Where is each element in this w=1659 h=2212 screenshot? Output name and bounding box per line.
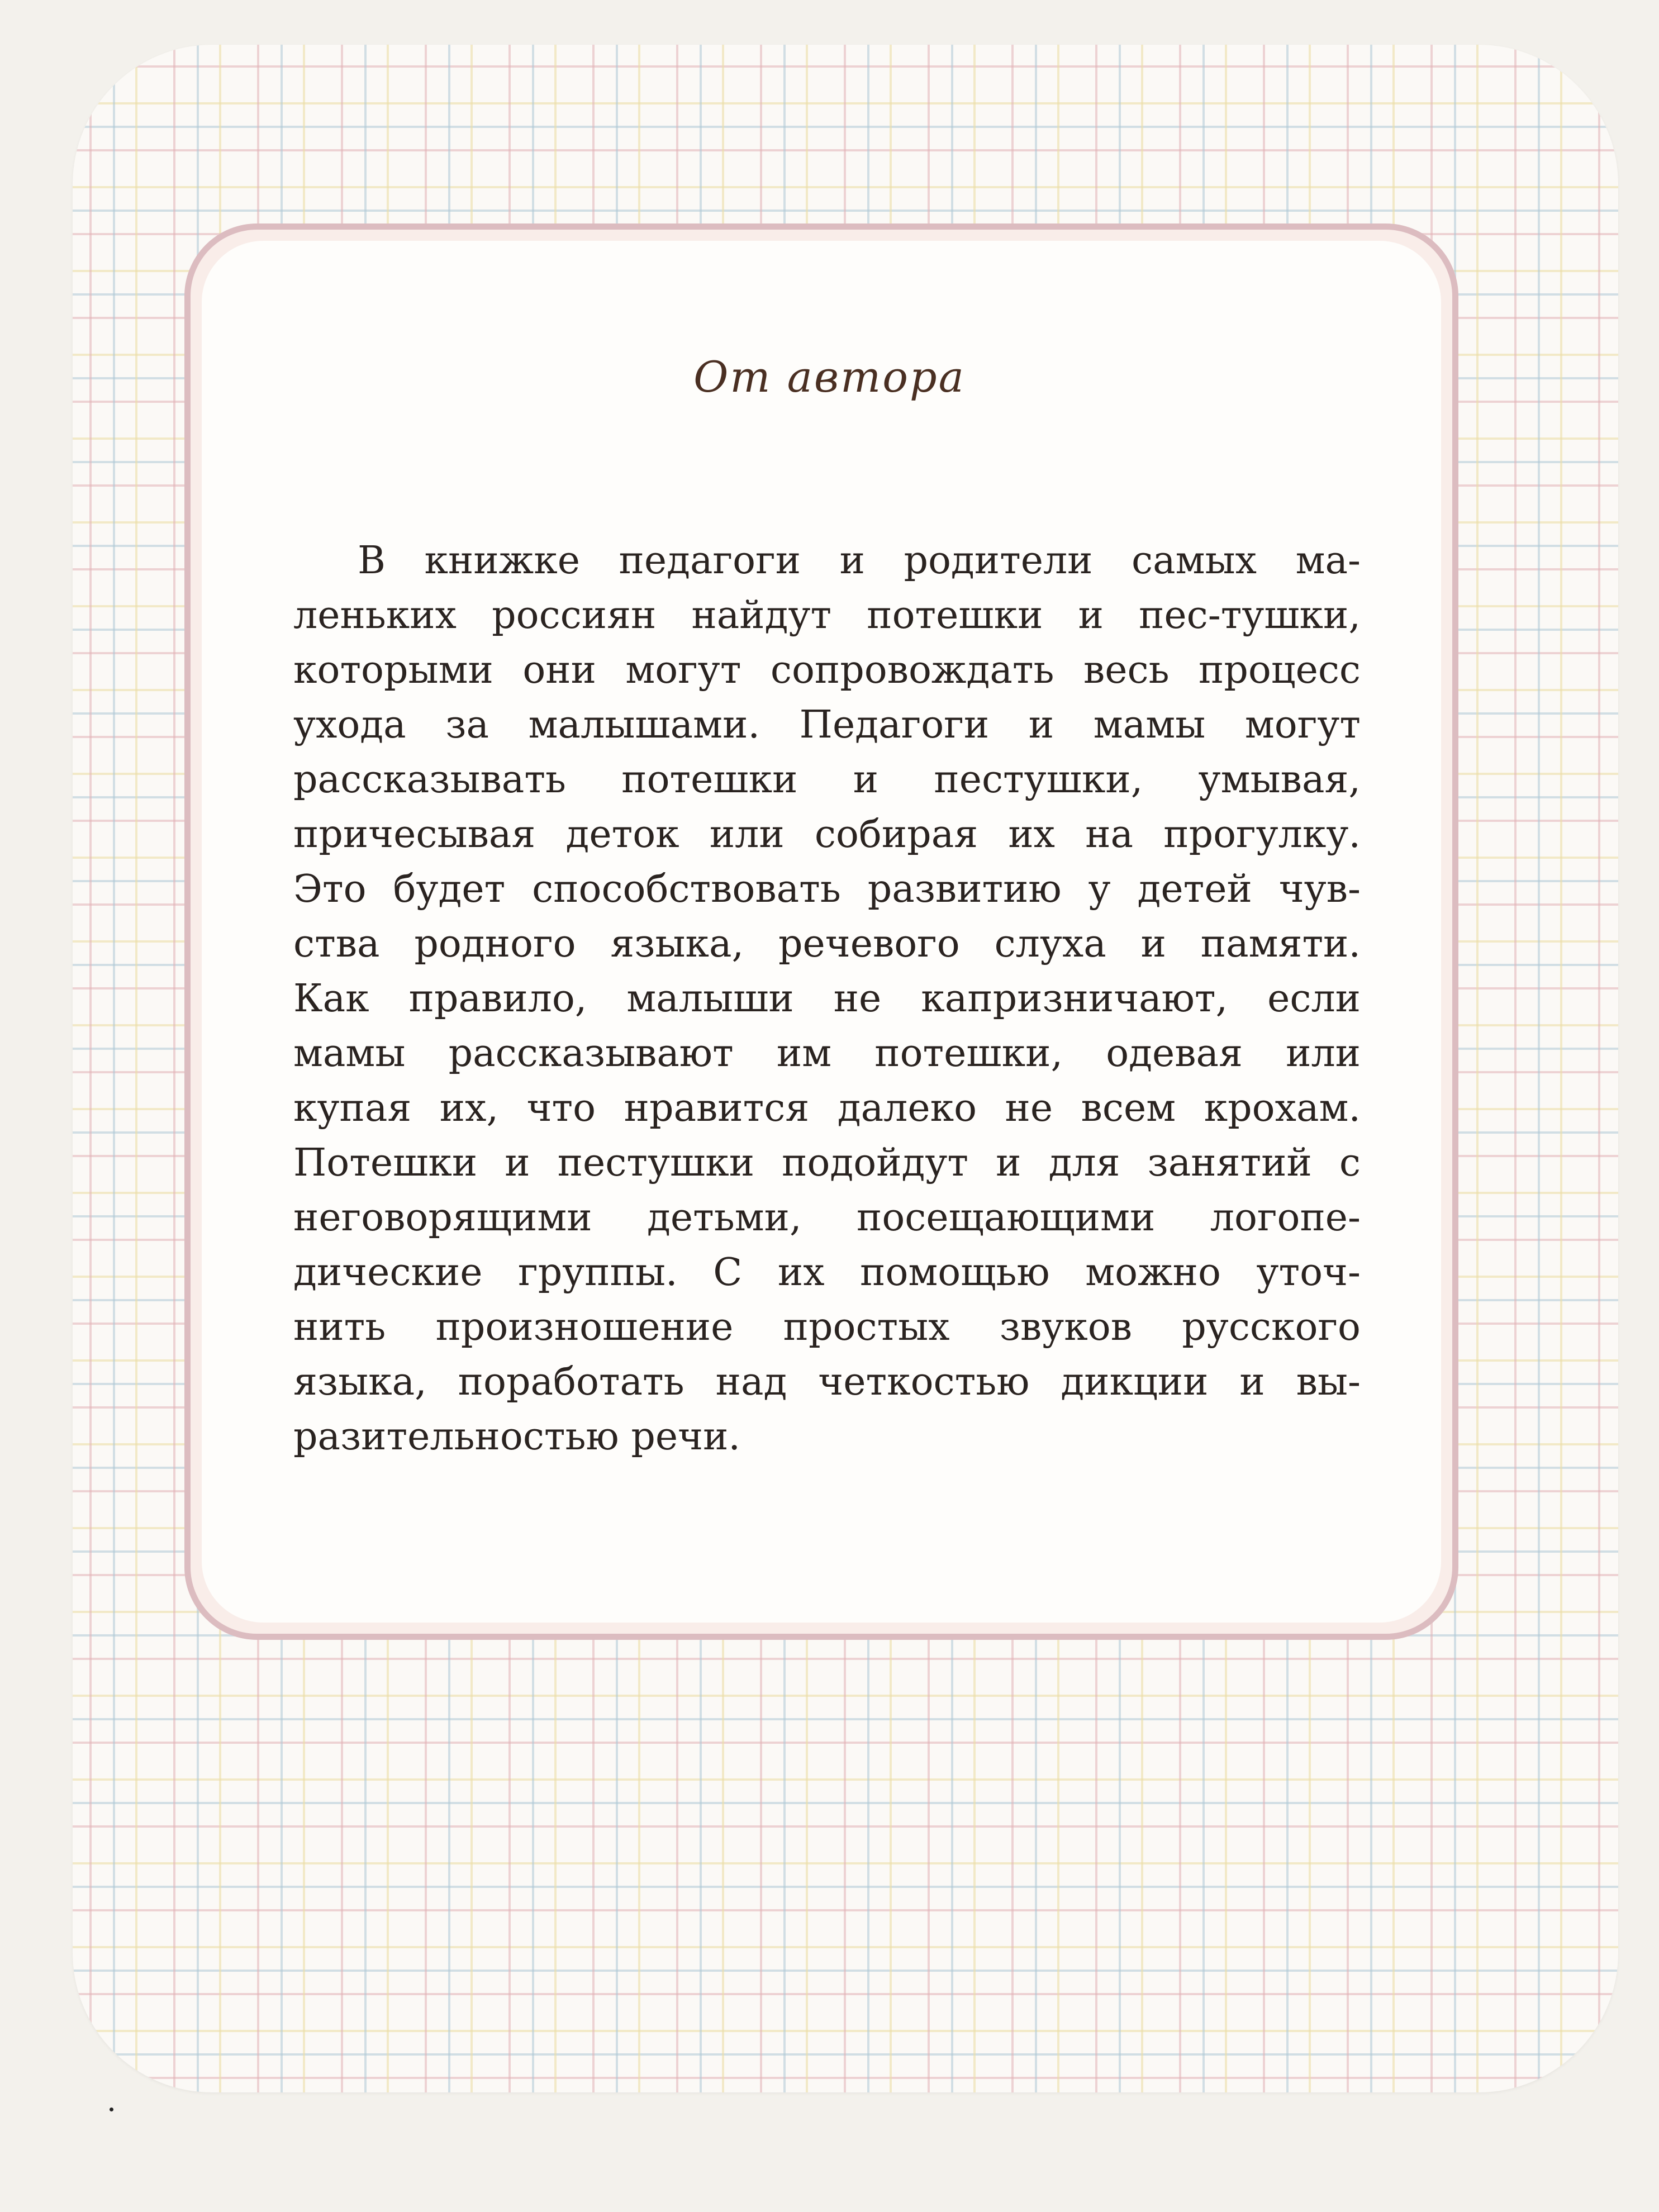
text-line: причесывая деток или собирая их на прогулку. bbox=[293, 812, 1361, 857]
stray-dot bbox=[110, 2108, 113, 2111]
text-line: купая их, что нравится далеко не всем крохам. bbox=[293, 1086, 1361, 1130]
text-line: ухода за малышами. Педагоги и мамы могут bbox=[293, 703, 1361, 747]
text-line: ства родного языка, речевого слуха и памяти. bbox=[293, 922, 1361, 966]
text-line: леньких россиян найдут потешки и пес-тушки, bbox=[293, 593, 1361, 638]
text-line: нить произношение простых звуков русского bbox=[293, 1305, 1361, 1349]
text-line: Потешки и пестушки подойдут и для занятий с bbox=[293, 1141, 1361, 1185]
text-line: дические группы. С их помощью можно уточ- bbox=[293, 1250, 1361, 1295]
text-line: мамы рассказывают им потешки, одевая или bbox=[293, 1031, 1361, 1076]
body-paragraph bbox=[293, 534, 1361, 1464]
text-line: Это будет способствовать развитию у детей чув- bbox=[293, 867, 1361, 911]
page-title: От автора bbox=[693, 352, 966, 402]
text-line: которыми они могут сопровождать весь процесс bbox=[293, 648, 1361, 692]
text-line: языка, поработать над четкостью дикции и вы- bbox=[293, 1360, 1361, 1404]
text-line: рассказывать потешки и пестушки, умывая, bbox=[293, 758, 1361, 802]
text-line: разительностью речи. bbox=[293, 1415, 741, 1459]
text-line: неговорящими детьми, посещающими логопе- bbox=[293, 1196, 1361, 1240]
text-line: Как правило, малыши не капризничают, если bbox=[293, 977, 1361, 1021]
text-line: В книжке педагоги и родители самых ма- bbox=[358, 539, 1361, 583]
